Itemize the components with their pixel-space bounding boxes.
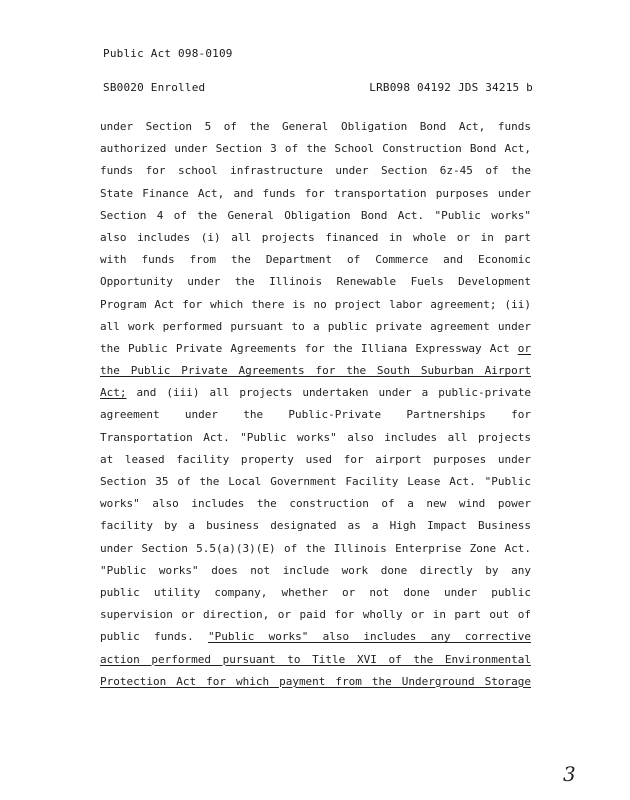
- text-line: Section 35 of the Local Government Facility Lease Act. "Public: [100, 475, 531, 488]
- text-line: "Public works" does not include work done directly by any: [100, 563, 531, 577]
- handwritten-page-number: 3: [563, 762, 576, 786]
- inserted-text: Act;: [100, 386, 127, 400]
- act-title: Public Act 098-0109: [103, 47, 233, 60]
- line-head: public funds.: [100, 630, 209, 644]
- text-line: Program Act for which there is no project labor agreement; (ii): [100, 297, 531, 311]
- text-line-underlined: action performed pursuant to Title XVI of the Environmental: [100, 652, 531, 666]
- text-line: supervision or direction, or paid for wholly or in part out of: [100, 608, 531, 622]
- text-line: works" also includes the construction of a new wind power: [100, 497, 531, 511]
- inserted-text: "Public works" also includes any corrective: [208, 630, 531, 644]
- text-line-underlined: the Public Private Agreements for the South Suburban Airport: [100, 364, 531, 378]
- text-line-underlined: Protection Act for which payment from the Underground Storage: [100, 674, 531, 688]
- text-line: also includes (i) all projects financed in whole or in part: [100, 230, 531, 244]
- text-line-partially-underlined: [100, 338, 531, 360]
- text-line: public utility company, whether or not done under public: [100, 585, 531, 599]
- text-line: under Section 5 of the General Obligation Bond Act, funds: [100, 120, 531, 133]
- text-line: facility by a business designated as a High Impact Business: [100, 519, 531, 533]
- text-line: under Section 5.5(a)(3)(E) of the Illinois Enterprise Zone Act.: [100, 541, 531, 555]
- text-line: at leased facility property used for airport purposes under: [100, 452, 531, 466]
- text-line: funds for school infrastructure under Section 6z-45 of the: [100, 164, 531, 178]
- text-line: authorized under Section 3 of the School Construction Bond Act,: [100, 142, 531, 156]
- line-tail: and (iii) all projects undertaken under a public-private: [126, 386, 531, 400]
- text-line: Opportunity under the Illinois Renewable Fuels Development: [100, 275, 531, 289]
- text-line: agreement under the Public-Private Partnerships for: [100, 408, 531, 422]
- text-line: all work performed pursuant to a public private agreement under: [100, 319, 531, 333]
- inserted-text: or: [517, 341, 531, 355]
- bill-id: SB0020 Enrolled: [103, 81, 206, 94]
- text-line: Section 4 of the General Obligation Bond Act. "Public works": [100, 208, 531, 222]
- line-head: the Public Private Agreements for the Illiana Expressway Act: [100, 341, 518, 355]
- statute-body: [100, 116, 531, 693]
- text-line: Transportation Act. "Public works" also includes all projects: [100, 430, 531, 444]
- text-line-partially-underlined: [100, 626, 531, 648]
- text-line: with funds from the Department of Commerce and Economic: [100, 253, 531, 267]
- text-line: State Finance Act, and funds for transportation purposes under: [100, 186, 531, 200]
- lrb-code: LRB098 04192 JDS 34215 b: [369, 81, 533, 94]
- text-line-partially-underlined: [100, 382, 531, 404]
